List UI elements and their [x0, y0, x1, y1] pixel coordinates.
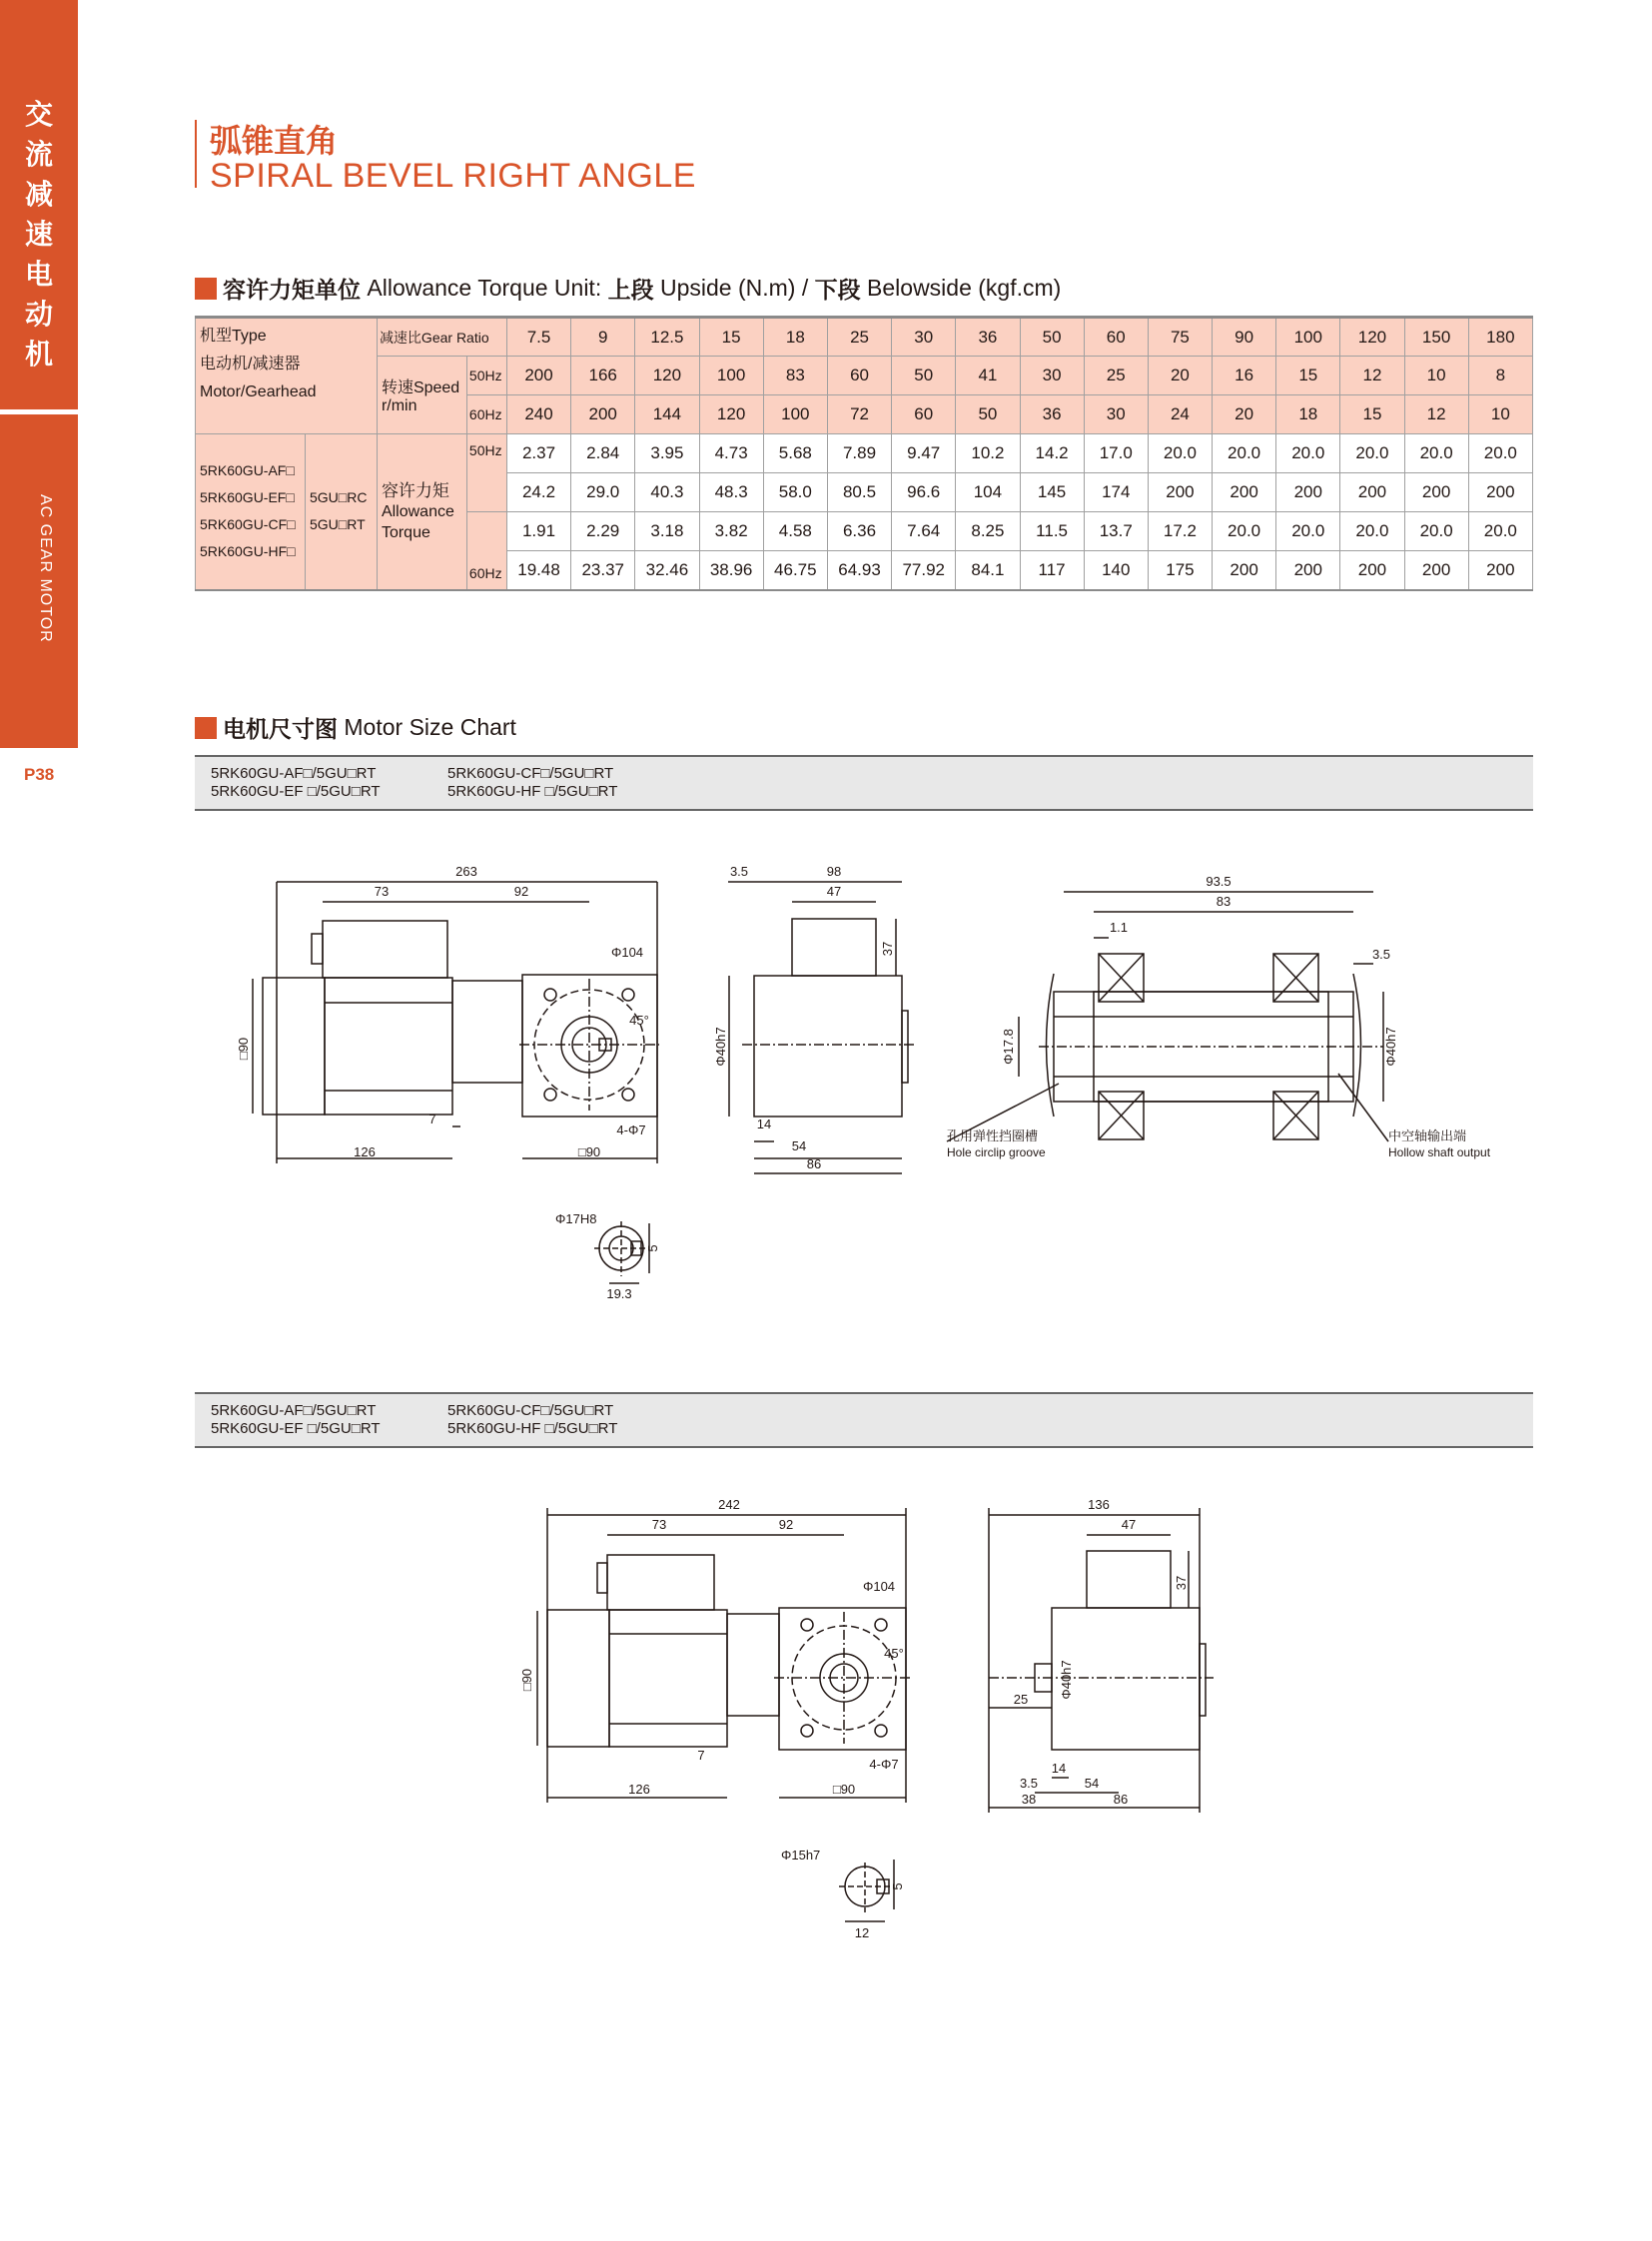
- table-cell: 180: [1468, 318, 1532, 357]
- dim-label: 86: [1113, 1792, 1129, 1807]
- table-cell: 144: [635, 395, 699, 434]
- table-cell: 8.25: [956, 512, 1020, 551]
- table-cell: 10: [1468, 395, 1532, 434]
- dim-label: 47: [1121, 1517, 1137, 1532]
- table-cell: 36: [956, 318, 1020, 357]
- dim-label: 3.5: [729, 864, 749, 879]
- table-cell: 200: [506, 357, 570, 395]
- table-cell: 9: [571, 318, 635, 357]
- gear-ratio-header: 减速比Gear Ratio: [377, 318, 506, 357]
- table-cell: 20.0: [1213, 512, 1276, 551]
- hz-60-torque-label: 60Hz: [466, 512, 506, 590]
- table-cell: 3.95: [635, 434, 699, 473]
- page-number: P38: [24, 765, 55, 784]
- motor-model: 5RK60GU-HF□: [200, 543, 296, 560]
- table-cell: 100: [763, 395, 827, 434]
- dim-label: 38: [1021, 1792, 1037, 1807]
- dim-label: 93.5: [1206, 874, 1232, 889]
- table-cell: 13.7: [1084, 512, 1148, 551]
- dim-label: Φ40h7: [1383, 1027, 1398, 1067]
- dim-label: 12: [854, 1925, 870, 1940]
- dim-label: 47: [826, 884, 842, 899]
- hz-50-label: 50Hz: [466, 357, 506, 395]
- table-cell: 36: [1020, 395, 1084, 434]
- model-code: 5RK60GU-CF□/5GU□RT: [447, 765, 614, 782]
- dim-label: 5: [890, 1882, 905, 1890]
- table-cell: 200: [1468, 551, 1532, 590]
- dim-label: 83: [1216, 894, 1232, 909]
- table-cell: 64.93: [827, 551, 891, 590]
- table-cell: 100: [1276, 318, 1340, 357]
- table-cell: 200: [1276, 551, 1340, 590]
- table-cell: 17.0: [1084, 434, 1148, 473]
- sidebar-category-en: AC GEAR MOTOR: [37, 494, 54, 643]
- table-cell: 120: [1340, 318, 1404, 357]
- torque-label-line: Torque: [381, 523, 430, 541]
- table-cell: 41: [956, 357, 1020, 395]
- table-cell: 117: [1020, 551, 1084, 590]
- torque-label-line: Allowance: [381, 502, 454, 520]
- dim-label: 1.1: [1109, 920, 1129, 935]
- sidebar-char: 速: [24, 218, 53, 251]
- dim-label: Φ17H8: [555, 1211, 597, 1226]
- table-cell: 12.5: [635, 318, 699, 357]
- table-cell: 3.82: [699, 512, 763, 551]
- table-cell: 1.91: [506, 512, 570, 551]
- table-cell: 10.2: [956, 434, 1020, 473]
- table-cell: 4.73: [699, 434, 763, 473]
- callout-en: Hollow shaft output: [1388, 1145, 1491, 1159]
- table-cell: 7.89: [827, 434, 891, 473]
- dim-label: 3.5: [1371, 947, 1391, 962]
- table-cell: 11.5: [1020, 512, 1084, 551]
- table-cell: 75: [1148, 318, 1212, 357]
- table-cell: 83: [763, 357, 827, 395]
- dim-label: 136: [1088, 1497, 1110, 1512]
- sidebar-char: 减: [24, 178, 53, 211]
- table-cell: 48.3: [699, 473, 763, 512]
- gearhead-model: 5GU□RC: [309, 489, 368, 506]
- table-cell: 38.96: [699, 551, 763, 590]
- upside-cn: 上段: [607, 278, 654, 304]
- table-cell: 15: [1340, 395, 1404, 434]
- table-cell: 19.48: [506, 551, 570, 590]
- table-cell: 40.3: [635, 473, 699, 512]
- table-cell: 200: [1404, 473, 1468, 512]
- table-cell: 200: [1340, 551, 1404, 590]
- dim-label: 86: [806, 1156, 822, 1171]
- dim-label: 3.5: [1019, 1776, 1039, 1791]
- table-cell: 16: [1213, 357, 1276, 395]
- upside-en: Upside (N.m) /: [660, 275, 809, 301]
- table-cell: 7.64: [892, 512, 956, 551]
- table-cell: 3.18: [635, 512, 699, 551]
- table-cell: 30: [892, 318, 956, 357]
- table-cell: 120: [699, 395, 763, 434]
- dim-label: □90: [236, 1037, 251, 1061]
- table-cell: 29.0: [571, 473, 635, 512]
- table-cell: 15: [1276, 357, 1340, 395]
- table-cell: 58.0: [763, 473, 827, 512]
- table-cell: 20: [1148, 357, 1212, 395]
- dim-label: 14: [1051, 1761, 1067, 1776]
- table-cell: 20.0: [1340, 512, 1404, 551]
- size-heading-en: Motor Size Chart: [344, 714, 516, 740]
- dim-label: 37: [1174, 1575, 1189, 1591]
- table-cell: 60: [1084, 318, 1148, 357]
- table-cell: 96.6: [892, 473, 956, 512]
- sidebar-char: 交: [24, 98, 53, 131]
- table-cell: 200: [1148, 473, 1212, 512]
- table-cell: 25: [827, 318, 891, 357]
- dim-label: Φ40h7: [713, 1027, 728, 1067]
- table-cell: 9.47: [892, 434, 956, 473]
- table-cell: 174: [1084, 473, 1148, 512]
- dim-label: 126: [628, 1782, 650, 1797]
- dim-label: 45°: [884, 1646, 904, 1661]
- table-cell: 6.36: [827, 512, 891, 551]
- table-cell: 24.2: [506, 473, 570, 512]
- table-cell: 15: [699, 318, 763, 357]
- table-cell: 84.1: [956, 551, 1020, 590]
- table-cell: 20.0: [1148, 434, 1212, 473]
- table-cell: 140: [1084, 551, 1148, 590]
- dim-label: 7: [428, 1112, 436, 1126]
- dim-label: Φ40h7: [1059, 1660, 1074, 1700]
- table-cell: 100: [699, 357, 763, 395]
- table-cell: 17.2: [1148, 512, 1212, 551]
- sidebar-char: 机: [24, 338, 53, 371]
- table-cell: 12: [1404, 395, 1468, 434]
- table-cell: 46.75: [763, 551, 827, 590]
- table-cell: 145: [1020, 473, 1084, 512]
- table-cell: 4.58: [763, 512, 827, 551]
- page-title-en: SPIRAL BEVEL RIGHT ANGLE: [210, 157, 696, 195]
- table-cell: 72: [827, 395, 891, 434]
- dim-label: □90: [519, 1668, 534, 1692]
- callout-cn: 中空轴输出端: [1388, 1128, 1467, 1143]
- torque-heading-text: Allowance Torque Unit:: [367, 275, 602, 301]
- table-cell: 20.0: [1468, 434, 1532, 473]
- table-cell: 5.68: [763, 434, 827, 473]
- table-cell: 200: [1213, 473, 1276, 512]
- dim-label: 98: [826, 864, 842, 879]
- speed-label-line: 转速Speed: [381, 379, 460, 396]
- table-cell: 60: [827, 357, 891, 395]
- table-cell: 200: [1276, 473, 1340, 512]
- table-cell: 8: [1468, 357, 1532, 395]
- dim-label: 37: [880, 941, 895, 957]
- table-cell: 120: [635, 357, 699, 395]
- table-cell: 50: [956, 395, 1020, 434]
- table-cell: 20.0: [1213, 434, 1276, 473]
- table-cell: 7.5: [506, 318, 570, 357]
- dim-label: 54: [791, 1138, 807, 1153]
- table-cell: 20.0: [1468, 512, 1532, 551]
- table-cell: 24: [1148, 395, 1212, 434]
- model-code: 5RK60GU-AF□/5GU□RT: [211, 765, 377, 782]
- dim-label: 263: [455, 864, 477, 879]
- table-cell: 10: [1404, 357, 1468, 395]
- table-cell: 77.92: [892, 551, 956, 590]
- table-cell: 200: [1340, 473, 1404, 512]
- belowside-cn: 下段: [814, 278, 861, 304]
- callout-en: Hole circlip groove: [947, 1145, 1046, 1159]
- table-cell: 30: [1020, 357, 1084, 395]
- page-title-cn: 弧锥直角: [210, 122, 339, 160]
- model-code: 5RK60GU-EF □/5GU□RT: [211, 783, 381, 800]
- dim-label: 45°: [629, 1013, 649, 1028]
- table-cell: 18: [763, 318, 827, 357]
- table-cell: 175: [1148, 551, 1212, 590]
- torque-label-line: 容许力矩: [381, 480, 449, 500]
- speed-label-line: r/min: [381, 397, 417, 414]
- hz-60-label: 60Hz: [466, 395, 506, 434]
- dim-label: 7: [697, 1748, 705, 1763]
- table-cell: 20.0: [1276, 512, 1340, 551]
- table-cell: 166: [571, 357, 635, 395]
- dim-label: □90: [577, 1144, 601, 1159]
- dim-label: 126: [354, 1144, 376, 1159]
- model-code: 5RK60GU-EF □/5GU□RT: [211, 1420, 381, 1437]
- table-cell: 80.5: [827, 473, 891, 512]
- table-cell: 20.0: [1404, 434, 1468, 473]
- table-cell: 2.84: [571, 434, 635, 473]
- dim-label: Φ15h7: [781, 1848, 821, 1863]
- dim-label: Φ104: [862, 1579, 896, 1594]
- table-cell: 200: [1404, 551, 1468, 590]
- model-label-line: 电动机/减速器: [200, 356, 301, 373]
- dim-label: 73: [374, 884, 390, 899]
- model-label-line: Motor/Gearhead: [200, 383, 317, 400]
- size-heading-cn: 电机尺寸图: [223, 717, 338, 743]
- table-cell: 200: [1213, 551, 1276, 590]
- motor-model: 5RK60GU-EF□: [200, 489, 295, 506]
- table-cell: 240: [506, 395, 570, 434]
- model-code: 5RK60GU-HF □/5GU□RT: [447, 783, 618, 800]
- table-cell: 23.37: [571, 551, 635, 590]
- gearhead-model: 5GU□RT: [309, 516, 366, 533]
- dim-label: □90: [832, 1782, 856, 1797]
- table-cell: 104: [956, 473, 1020, 512]
- table-cell: 20.0: [1340, 434, 1404, 473]
- dim-label: 92: [778, 1517, 794, 1532]
- table-cell: 32.46: [635, 551, 699, 590]
- dim-label: 5: [645, 1244, 660, 1252]
- belowside-en: Belowside (kgf.cm): [867, 275, 1062, 301]
- dim-label: 4-Φ7: [616, 1122, 646, 1137]
- dim-label: 25: [1013, 1692, 1029, 1707]
- table-cell: 25: [1084, 357, 1148, 395]
- dim-label: Φ104: [610, 945, 644, 960]
- dim-label: Φ17.8: [1001, 1029, 1016, 1065]
- table-cell: 60: [892, 395, 956, 434]
- model-label-line: 机型Type: [200, 328, 267, 345]
- table-cell: 90: [1213, 318, 1276, 357]
- table-cell: 2.37: [506, 434, 570, 473]
- dim-label: 92: [513, 884, 529, 899]
- dim-label: 73: [651, 1517, 667, 1532]
- table-cell: 30: [1084, 395, 1148, 434]
- table-cell: 20.0: [1404, 512, 1468, 551]
- motor-model: 5RK60GU-AF□: [200, 462, 295, 479]
- table-cell: 2.29: [571, 512, 635, 551]
- sidebar-char: 电: [24, 258, 53, 291]
- motor-model: 5RK60GU-CF□: [200, 516, 296, 533]
- model-code: 5RK60GU-CF□/5GU□RT: [447, 1402, 614, 1419]
- hz-50-torque-label: 50Hz: [466, 434, 506, 512]
- dim-label: 14: [756, 1117, 772, 1131]
- table-cell: 200: [571, 395, 635, 434]
- dim-label: 4-Φ7: [869, 1757, 899, 1772]
- table-cell: 18: [1276, 395, 1340, 434]
- sidebar-char: 动: [24, 298, 53, 331]
- model-code: 5RK60GU-AF□/5GU□RT: [211, 1402, 377, 1419]
- model-code: 5RK60GU-HF □/5GU□RT: [447, 1420, 618, 1437]
- table-cell: 50: [1020, 318, 1084, 357]
- table-cell: 200: [1468, 473, 1532, 512]
- table-cell: 20: [1213, 395, 1276, 434]
- callout-cn: 孔用弹性挡圈槽: [947, 1128, 1039, 1143]
- dim-label: 54: [1084, 1776, 1100, 1791]
- sidebar-char: 流: [24, 138, 53, 171]
- dim-label: 242: [718, 1497, 740, 1512]
- table-cell: 150: [1404, 318, 1468, 357]
- dim-label: 19.3: [606, 1286, 632, 1301]
- table-cell: 20.0: [1276, 434, 1340, 473]
- torque-heading-cn: 容许力矩单位: [223, 278, 361, 304]
- table-cell: 50: [892, 357, 956, 395]
- table-cell: 12: [1340, 357, 1404, 395]
- table-cell: 14.2: [1020, 434, 1084, 473]
